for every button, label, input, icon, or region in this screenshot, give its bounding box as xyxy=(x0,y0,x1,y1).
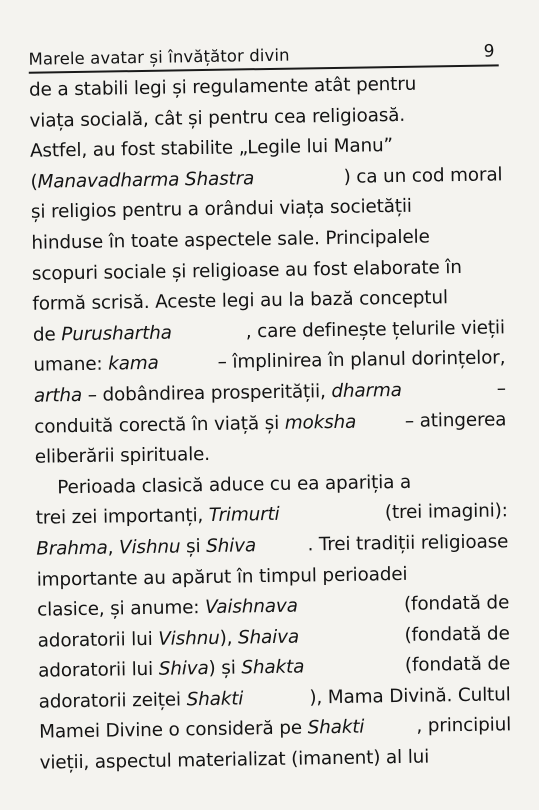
text-run: Mamei Divine o consideră pe xyxy=(38,717,308,744)
italic-term: Vishnu xyxy=(158,627,220,650)
text-run: , care definește țelurile vieții xyxy=(245,317,506,343)
text-line: viața socială, cât și pentru cea religioasă. xyxy=(29,104,406,132)
text-run: ( xyxy=(30,171,38,193)
running-header xyxy=(28,36,498,73)
text-run: ) ca un cod moral xyxy=(343,164,503,188)
text-run: – împlinirea în planul dorințelor, xyxy=(217,347,506,374)
italic-term: kama xyxy=(108,353,159,375)
italic-term: Shiva xyxy=(158,658,209,681)
paragraph-2 xyxy=(35,466,512,779)
italic-term: Vishnu xyxy=(118,536,181,559)
italic-term: Shakti xyxy=(186,688,244,711)
text-line: și religios pentru a orândui viața societății xyxy=(30,196,412,224)
italic-term: Purushartha xyxy=(61,322,172,346)
text-line: hinduse în toate aspectele sale. Principalele xyxy=(31,226,430,254)
text-run: umane: xyxy=(33,353,109,377)
italic-term: Trimurti xyxy=(208,504,280,527)
text-line: Astfel, au fost stabilite „Legile lui Manu” xyxy=(29,135,394,162)
text-run: ) și xyxy=(208,657,242,680)
running-title: Marele avatar și învățător divin xyxy=(28,45,290,69)
text-line: vieții, aspectul materializat (imanent) al lui xyxy=(39,746,430,774)
text-run: de xyxy=(32,324,62,346)
text-run: – atingerea xyxy=(404,408,507,432)
italic-term: Shakta xyxy=(241,656,305,679)
text-run: clasice, și anume: xyxy=(37,597,206,621)
text-run: (fondată de xyxy=(404,622,510,646)
italic-term: artha xyxy=(33,384,83,407)
text-line: formă scrisă. Aceste legi au la bază conceptul xyxy=(32,287,449,315)
text-run: și xyxy=(180,535,207,558)
italic-term: Shiva xyxy=(206,535,257,557)
text-run: , principiul xyxy=(416,714,512,738)
italic-term: dharma xyxy=(331,379,403,402)
text-run: adoratorii lui xyxy=(38,659,159,682)
text-line: Perioada clasică aduce cu ea apariția a xyxy=(57,471,412,499)
italic-term: Shakti xyxy=(307,717,365,739)
paragraph-1 xyxy=(29,68,507,473)
page-number: 9 xyxy=(483,41,495,62)
text-run: adoratorii lui xyxy=(37,628,159,652)
text-line: scopuri sociale și religioase au fost elaborate în xyxy=(31,256,462,285)
text-line: de a stabili legi și regulamente atât pentru xyxy=(28,73,417,101)
text-run: ), xyxy=(219,627,239,649)
body-text xyxy=(29,68,512,779)
text-run: conduită corectă în viață și xyxy=(34,412,285,438)
text-run: , xyxy=(107,537,120,559)
italic-term: Brahma xyxy=(36,537,108,560)
italic-term: Shaiva xyxy=(237,626,300,649)
italic-term: moksha xyxy=(284,411,357,434)
text-run: ), Mama Divină. Cultul xyxy=(309,684,511,709)
text-line: eliberării spirituale. xyxy=(34,444,211,468)
text-line: importante au apărut în timpul perioadei xyxy=(36,563,408,591)
text-run: – dobândirea prosperității, xyxy=(81,380,332,406)
italic-term: Manavadharma Shastra xyxy=(37,167,255,193)
italic-term: Vaishnava xyxy=(204,595,298,619)
text-run: adoratorii zeiței xyxy=(38,689,187,713)
text-run: (trei imagini): xyxy=(384,500,508,524)
text-run: . Trei tradiții religioase xyxy=(307,531,509,556)
text-run: – xyxy=(496,378,506,400)
text-run: (fondată de xyxy=(404,653,511,677)
text-run: trei zei importanți, xyxy=(35,505,210,529)
text-run: (fondată de xyxy=(403,592,510,616)
